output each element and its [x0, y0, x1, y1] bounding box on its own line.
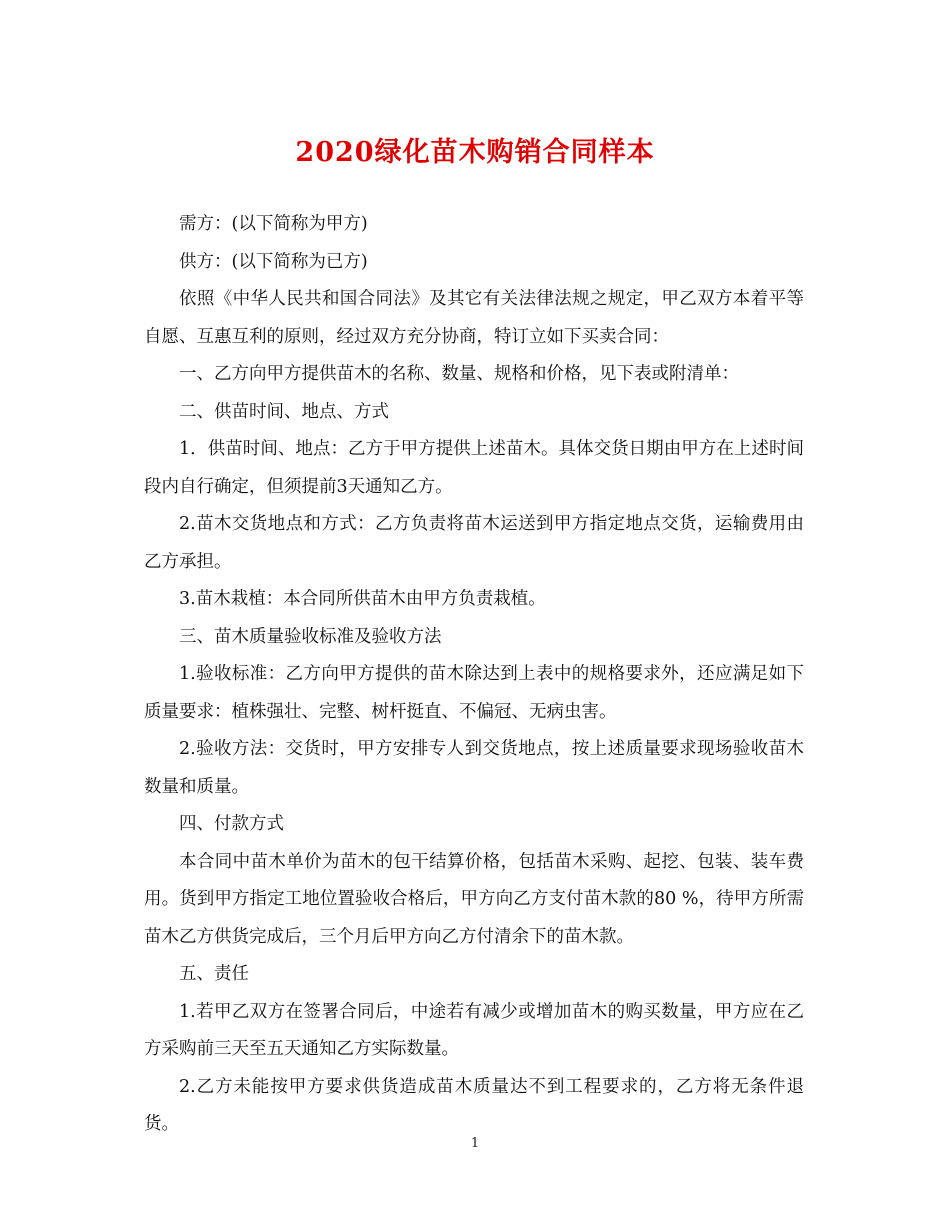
- clause-4-payment: 本合同中苗木单价为苗木的包干结算价格，包括苗木采购、起挖、包装、装车费用。货到甲方指定工地位置验收合格后，甲方向乙方支付苗木款的80 %，待甲方所需苗木乙方供货完成后，三个月后甲方向乙方付清余下的苗木款。: [144, 851, 804, 947]
- paragraph-buyer: 需方：(以下简称为甲方): [179, 214, 368, 234]
- clause-2-2: 2.苗木交货地点和方式：乙方负责将苗木运送到甲方指定地点交货，运输费用由乙方承担。: [144, 514, 804, 572]
- clause-2-1: 1．供苗时间、地点：乙方于甲方提供上述苗木。具体交货日期由甲方在上述时间段内自行确定，但须提前3天通知乙方。: [144, 439, 804, 497]
- paragraph-supplier: 供方：(以下简称为已方): [179, 251, 368, 272]
- paragraph-preamble: 依照《中华人民共和国合同法》及其它有关法律法规之规定，甲乙双方本着平等自愿、互惠互利的原则，经过双方充分协商，特订立如下买卖合同：: [144, 289, 804, 347]
- section-heading-4: 四、付款方式: [179, 814, 284, 834]
- section-heading-5: 五、责任: [179, 964, 249, 984]
- document-title: 2020绿化苗木购销合同样本: [295, 137, 655, 168]
- clause-3-2: 2.验收方法：交货时，甲方安排专人到交货地点，按上述质量要求现场验收苗木数量和质量。: [144, 739, 804, 797]
- clause-5-2: 2.乙方未能按甲方要求供货造成苗木质量达不到工程要求的，乙方将无条件退货。: [144, 1076, 804, 1134]
- clause-2-3: 3.苗木栽植：本合同所供苗木由甲方负责栽植。: [179, 589, 546, 609]
- section-heading-3: 三、苗木质量验收标准及验收方法: [179, 626, 442, 647]
- clause-3-1: 1.验收标准：乙方向甲方提供的苗木除达到上表中的规格要求外，还应满足如下质量要求：植株强壮、完整、树杆挺直、不偏冠、无病虫害。: [144, 664, 804, 722]
- section-heading-1: 一、乙方向甲方提供苗木的名称、数量、规格和价格，见下表或附清单：: [179, 364, 739, 384]
- document-body: [144, 206, 804, 1144]
- clause-5-1: 1.若甲乙双方在签署合同后，中途若有减少或增加苗木的购买数量，甲方应在乙方采购前三天至五天通知乙方实际数量。: [144, 1001, 804, 1059]
- section-heading-2: 二、供苗时间、地点、方式: [179, 401, 389, 422]
- page-number: 1: [470, 1136, 480, 1151]
